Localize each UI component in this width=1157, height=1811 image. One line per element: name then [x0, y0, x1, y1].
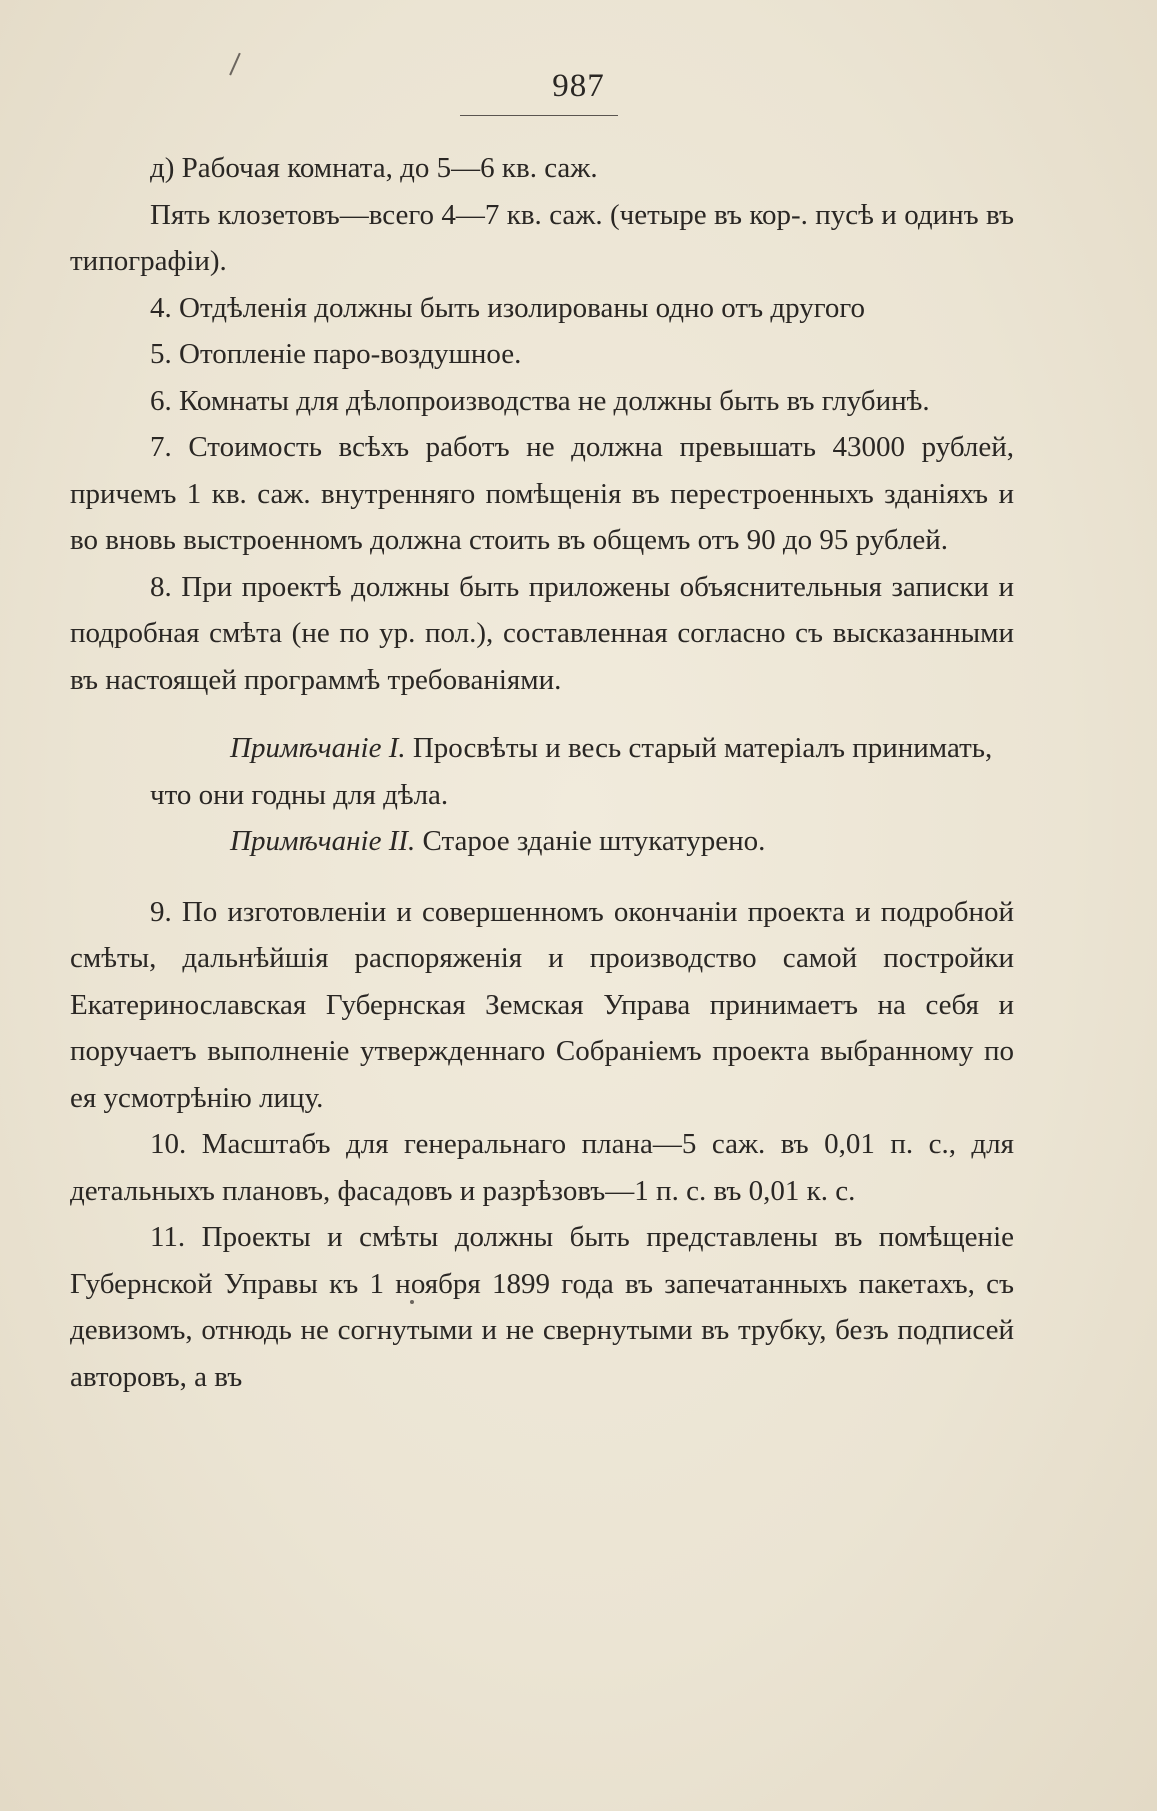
paragraph-5: 5. Отопленіе паро-воздушное.: [150, 338, 522, 370]
paragraph-6: 6. Комнаты для дѣлопроизводства не должны быть въ глубинѣ.: [150, 384, 930, 417]
paragraph-11: 11. Проекты и смѣты должны быть представлены въ помѣщеніе Губернской Управы къ 1 ноября 1899 года въ запечатанныхъ пакетахъ, съ девизомъ, отнюдь не согнутыми и не свернутыми въ трубку, безъ подписей авторовъ, а въ: [70, 1221, 1014, 1393]
note-1-text: Просвѣты и весь старый матеріалъ принимать, что они годны для дѣла.: [150, 732, 993, 811]
page-number: 987: [552, 68, 605, 104]
note-2-text: Старое зданіе штукатурено.: [415, 825, 766, 857]
header-rule: [460, 115, 618, 116]
note-2-label: Примѣчаніе II.: [230, 825, 416, 857]
paragraph-10: 10. Масштабъ для генеральнаго плана—5 саж. въ 0,01 п. с., для детальныхъ плановъ, фасадовъ и разрѣзовъ—1 п. с. въ 0,01 к. с.: [70, 1128, 1014, 1207]
paragraph-closets: Пять клозетовъ—всего 4—7 кв. саж. (четыре въ кор-. пусѣ и одинъ въ типографіи).: [70, 198, 1014, 277]
paragraph-d: д) Рабочая комната, до 5—6 кв. саж.: [150, 152, 598, 184]
paragraph-7: 7. Стоимость всѣхъ работъ не должна превышать 43000 рублей, причемъ 1 кв. саж. внутренняго помѣщенія въ перестроенныхъ зданіяхъ и во вновь выстроенномъ должна стоить въ общемъ отъ 90 до 95 рублей.: [70, 431, 1014, 556]
body-text: [70, 145, 1014, 1400]
note-1-label: Примѣчаніе I.: [230, 732, 406, 764]
note-2: [70, 818, 1014, 865]
note-1: [70, 725, 1014, 818]
paragraph-4: 4. Отдѣленія должны быть изолированы одно отъ другого: [150, 291, 866, 324]
paragraph-8: 8. При проектѣ должны быть приложены объяснительныя записки и подробная смѣта (не по ур. пол.), составленная согласно съ высказанными въ настоящей программѣ требованіями.: [70, 570, 1014, 696]
paragraph-9: 9. По изготовленіи и совершенномъ окончаніи проекта и подробной смѣты, дальнѣйшія распоряженія и производство самой постройки Екатеринославская Губернская Земская Управа принимаетъ на себя и поручаетъ выполненіе утвержденнаго Собраніемъ проекта выбранному по ея усмотрѣнію лицу.: [70, 895, 1014, 1114]
